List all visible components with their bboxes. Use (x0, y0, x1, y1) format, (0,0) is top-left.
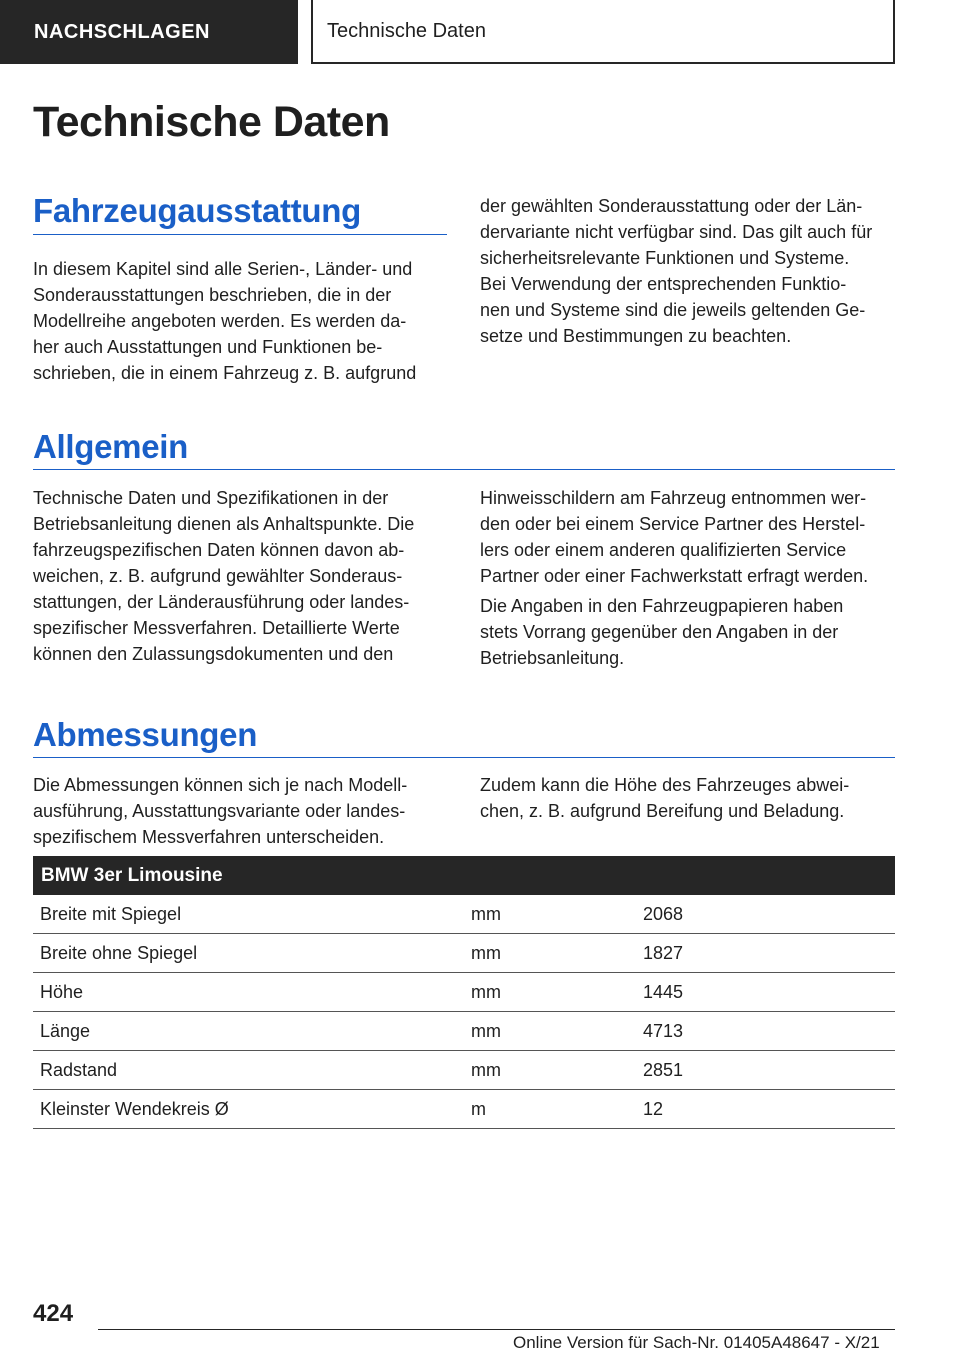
dimensions-table (33, 856, 895, 1129)
row-unit: mm (464, 895, 636, 934)
row-value: 2851 (636, 1051, 895, 1090)
table-header-row (33, 856, 895, 895)
row-label: Breite ohne Spiegel (33, 934, 464, 973)
row-label: Breite mit Spiegel (33, 895, 464, 934)
row-label: Kleinster Wendekreis Ø (33, 1090, 464, 1129)
page-title: Technische Daten (33, 98, 390, 146)
table-row (33, 1051, 895, 1090)
heading-rule (33, 234, 447, 235)
row-label: Länge (33, 1012, 464, 1051)
paragraph-fahrzeugausstattung-right: der gewählten Sonderausstattung oder der Län- dervariante nicht verfügbar sind. Das gilt auch für sicherheitsrelevante Funktionen und Systeme. Bei Verwendung der entsprechenden Funktio- nen und Systeme sind die jeweils geltenden Ge- setze und Bestimmungen zu beachten. (480, 196, 873, 346)
paragraph-allgemein-right: Hinweisschildern am Fahrzeug entnommen wer- den oder bei einem Service Partner des Herstel- lers oder einem anderen qualifizierten Service Partner oder einer Fachwerkstatt erfragt werden. (480, 488, 869, 586)
row-label: Höhe (33, 973, 464, 1012)
heading-allgemein: Allgemein (33, 428, 189, 465)
row-unit: mm (464, 934, 636, 973)
row-unit: mm (464, 973, 636, 1012)
footer-rule (98, 1329, 895, 1330)
table-row (33, 934, 895, 973)
paragraph-allgemein-right-2: Die Angaben in den Fahrzeugpapieren haben stets Vorrang gegenüber den Angaben in der Betriebsanleitung. (480, 596, 844, 668)
online-version-note: Online Version für Sach-Nr. 01405A48647 - X/21 (513, 1333, 880, 1352)
row-unit: mm (464, 1012, 636, 1051)
table-row (33, 973, 895, 1012)
heading-rule (33, 469, 895, 470)
table-row (33, 895, 895, 934)
paragraph-allgemein-left: Technische Daten und Spezifikationen in der Betriebsanleitung dienen als Anhaltspunkte. Die fahrzeugspezifischen Daten können davon ab- weichen, z. B. aufgrund gewählter Sonderaus- stattungen, der Länderausführung oder landes- spezifischer Messverfahren. Detaillierte Werte können den Zulassungsdokumenten und den (33, 488, 415, 664)
paragraph-fahrzeugausstattung-left: In diesem Kapitel sind alle Serien-, Länder- und Sonderausstattungen beschrieben, die in der Modellreihe angeboten werden. Es werden da- her auch Ausstattungen und Funktionen be- schrieben, die in einem Fahrzeug z. B. aufgrund (33, 259, 417, 383)
row-value: 4713 (636, 1012, 895, 1051)
table-row (33, 1090, 895, 1129)
row-value: 2068 (636, 895, 895, 934)
paragraph-abmessungen-left: Die Abmessungen können sich je nach Modell- ausführung, Ausstattungsvariante oder landes- spezifischem Messverfahren unterscheiden. (33, 775, 408, 847)
heading-rule (33, 757, 895, 758)
table-row (33, 1012, 895, 1051)
section-tab: NACHSCHLAGEN (0, 0, 298, 64)
row-label: Radstand (33, 1051, 464, 1090)
row-unit: mm (464, 1051, 636, 1090)
heading-abmessungen: Abmessungen (33, 716, 258, 753)
heading-fahrzeugausstattung: Fahrzeugausstattung (33, 192, 361, 229)
chapter-header: Technische Daten (311, 0, 895, 64)
row-value: 1445 (636, 973, 895, 1012)
page-number: 424 (33, 1300, 74, 1327)
table-title: BMW 3er Limousine (33, 856, 895, 895)
row-unit: m (464, 1090, 636, 1129)
row-value: 12 (636, 1090, 895, 1129)
row-value: 1827 (636, 934, 895, 973)
paragraph-abmessungen-right: Zudem kann die Höhe des Fahrzeuges abwei- chen, z. B. aufgrund Bereifung und Beladung. (480, 775, 850, 821)
